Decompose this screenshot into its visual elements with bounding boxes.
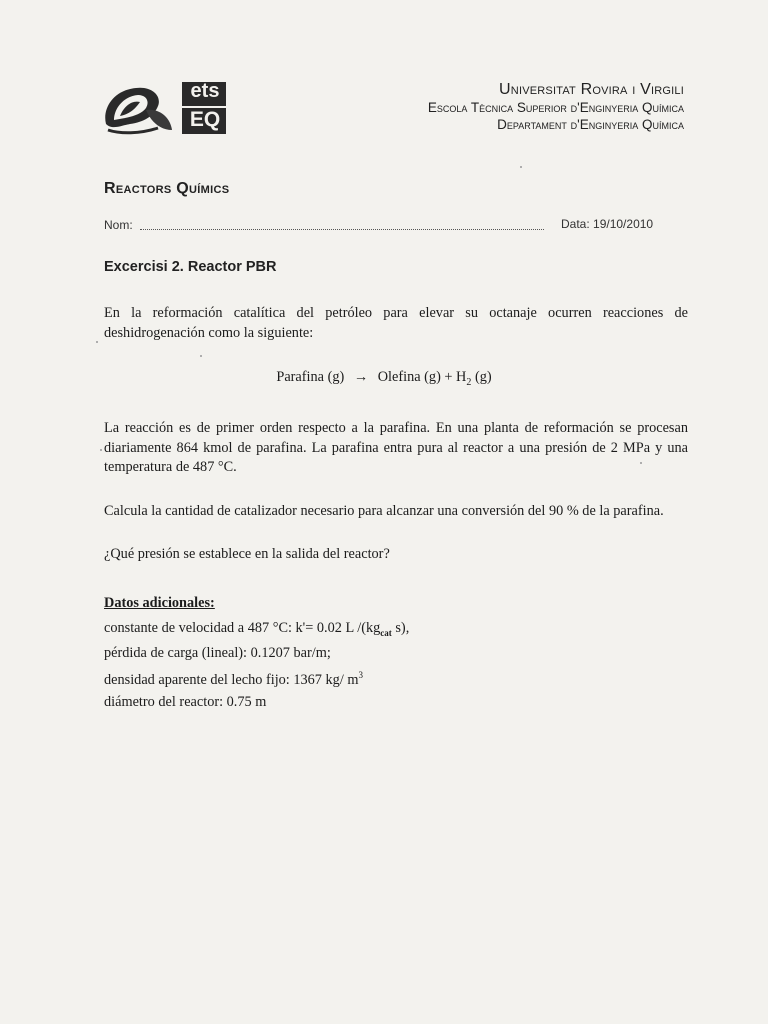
name-dotted-line [140,229,544,230]
scan-speck [100,449,102,451]
reaction-info-paragraph: La reacción es de primer orden respecto a la parafina. En una planta de reformación se procesan diariamente 864 kmol de parafina. La parafina entra pura al reactor a una presión de 2 MPa y una temperatura de 487 °C. [104,420,688,475]
logo-text-ets: ets [190,80,220,102]
datos-heading: Datos adicionales: [104,595,215,611]
etseq-logo [100,80,232,138]
rate-constant-line [104,620,409,638]
density-line [104,670,363,689]
subject-title: Reactors Químics [104,180,230,197]
date-field [561,217,653,231]
university-name: Universitat Rovira i Virgili [499,81,684,98]
reaction-arrow-icon: → [353,369,369,385]
scan-speck [520,166,522,168]
diameter-line: diámetro del reactor: 0.75 m [104,694,267,710]
name-field [104,218,544,234]
date-value: 19/10/2010 [593,217,654,231]
scan-speck [200,355,202,357]
scan-speck [640,462,642,464]
rate-constant-subscript: cat [380,627,392,638]
department-name: Departament d'Enginyeria Química [497,117,684,132]
pressure-drop-line: pérdida de carga (lineal): 0.1207 bar/m; [104,645,331,661]
density-exponent: 3 [358,670,363,680]
date-label: Data: [561,217,590,231]
task-paragraph: Calcula la cantidad de catalizador necesario para alcanzar una conversión del 90 % de la parafina. [104,503,664,519]
reaction-equation [0,369,768,388]
equation-products-end: (g) [471,369,492,385]
exercise-title: Excercisi 2. Reactor PBR [104,259,277,275]
logo-text-eq: EQ [189,108,221,131]
school-name: Escola Tècnica Superior d'Enginyeria Química [427,100,684,115]
density-text: densidad aparente del lecho fijo: 1367 kg/ m [104,671,359,688]
question-paragraph: ¿Qué presión se establece en la salida del reactor? [104,546,390,562]
equation-subscript: 2 [466,376,472,388]
equation-products: Olefina (g) + H [377,369,467,385]
name-label: Nom: [104,218,133,232]
equation-reactant: Parafina (g) [276,369,345,385]
rate-constant-end: s), [391,620,410,636]
institution-header [428,80,684,133]
scan-speck [96,341,98,343]
intro-paragraph: En la reformación catalítica del petróleo para elevar su octanaje ocurren reacciones de deshidrogenación como la siguiente: [104,305,688,341]
rate-constant-text: constante de velocidad a 487 °C: k'= 0.02 L /(kg [104,620,381,636]
